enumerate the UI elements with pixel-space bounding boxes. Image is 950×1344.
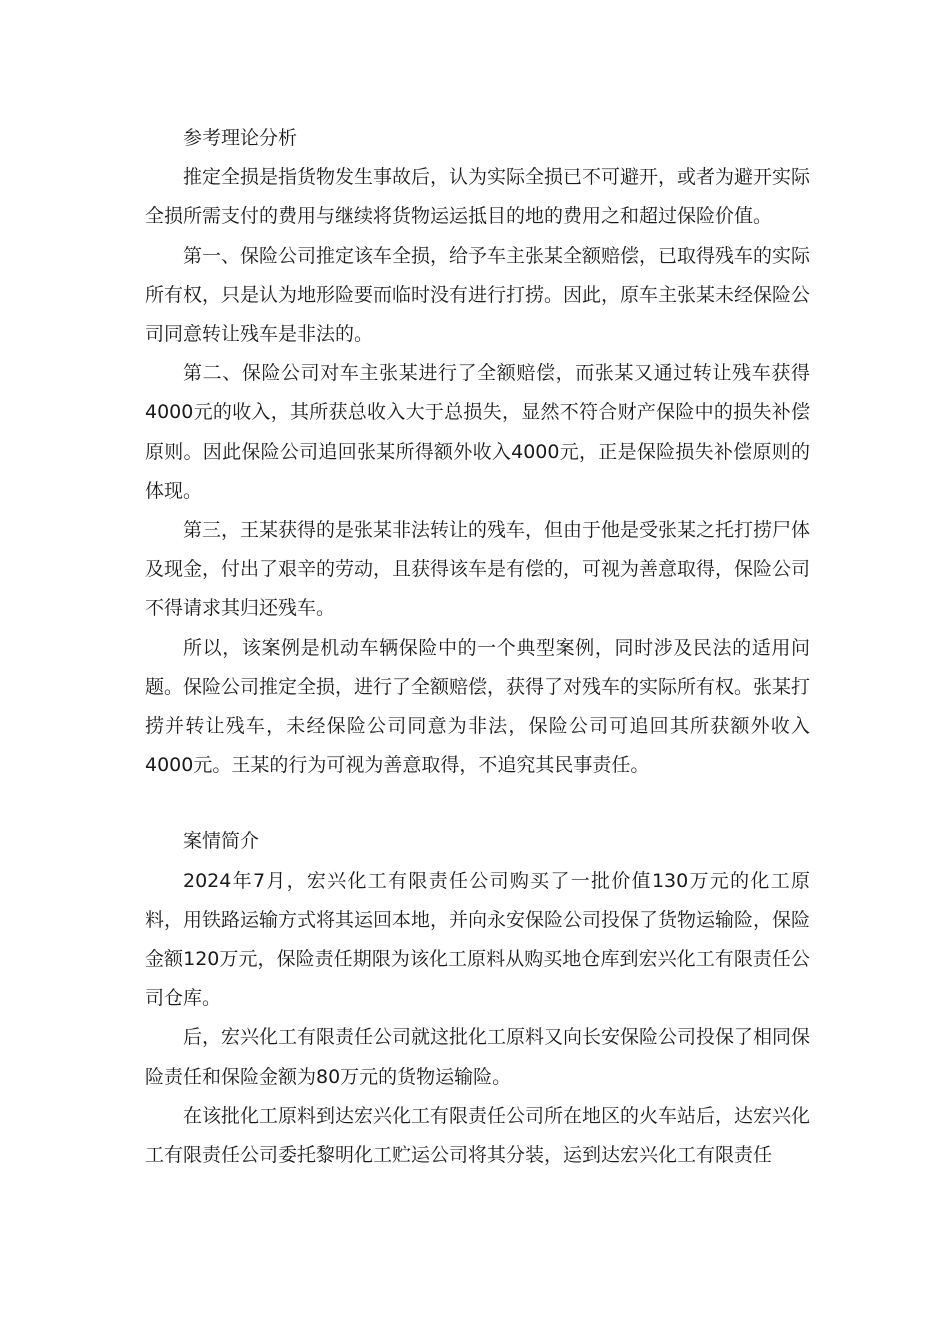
analysis-paragraph-3: 第二、保险公司对车主张某进行了全额赔偿，而张某又通过转让残车获得4000元的收入，其所获总收入大于总损失，显然不符合财产保险中的损失补偿原则。因此保险公司追回张某所得额外收入4000元，正是保险损失补偿原则的体现。 — [145, 362, 810, 502]
document-page — [145, 119, 810, 1175]
case-paragraph-1: 2024年7月，宏兴化工有限责任公司购买了一批价值130万元的化工原料，用铁路运输方式将其运回本地，并向永安保险公司投保了货物运输险，保险金额120万元，保险责任期限为该化工原料从购买地仓库到宏兴化工有限责任公司仓库。 — [145, 869, 811, 1010]
analysis-paragraph-2: 第一、保险公司推定该车全损，给予车主张某全额赔偿，已取得残车的实际所有权，只是认为地形险要而临时没有进行打捞。因此，原车主张某未经保险公司同意转让残车是非法的。 — [145, 244, 811, 346]
analysis-paragraph-5: 所以，该案例是机动车辆保险中的一个典型案例，同时涉及民法的适用问题。保险公司推定全损，进行了全额赔偿，获得了对残车的实际所有权。张某打捞并转让残车，未经保险公司同意为非法，保险公司可追回其所获额外收入4000元。王某的行为可视为善意取得，不追究其民事责任。 — [145, 636, 811, 777]
case-paragraph-2: 后，宏兴化工有限责任公司就这批化工原料又向长安保险公司投保了相同保险责任和保险金额为80万元的货物运输险。 — [145, 1026, 811, 1088]
analysis-paragraph-4: 第三，王某获得的是张某非法转让的残车，但由于他是受张某之托打捞尸体及现金，付出了艰辛的劳动，且获得该车是有偿的，可视为善意取得，保险公司不得请求其归还残车。 — [145, 519, 811, 620]
analysis-heading: 参考理论分析 — [183, 127, 298, 149]
analysis-paragraph-1: 推定全损是指货物发生事故后，认为实际全损已不可避开，或者为避开实际全损所需支付的费用与继续将货物运运抵目的地的费用之和超过保险价值。 — [145, 166, 811, 228]
case-paragraph-3: 在该批化工原料到达宏兴化工有限责任公司所在地区的火车站后，达宏兴化工有限责任公司委托黎明化工贮运公司将其分装，运到达宏兴化工有限责任 — [145, 1104, 811, 1167]
case-heading: 案情简介 — [183, 830, 260, 853]
section-spacer — [145, 785, 810, 822]
